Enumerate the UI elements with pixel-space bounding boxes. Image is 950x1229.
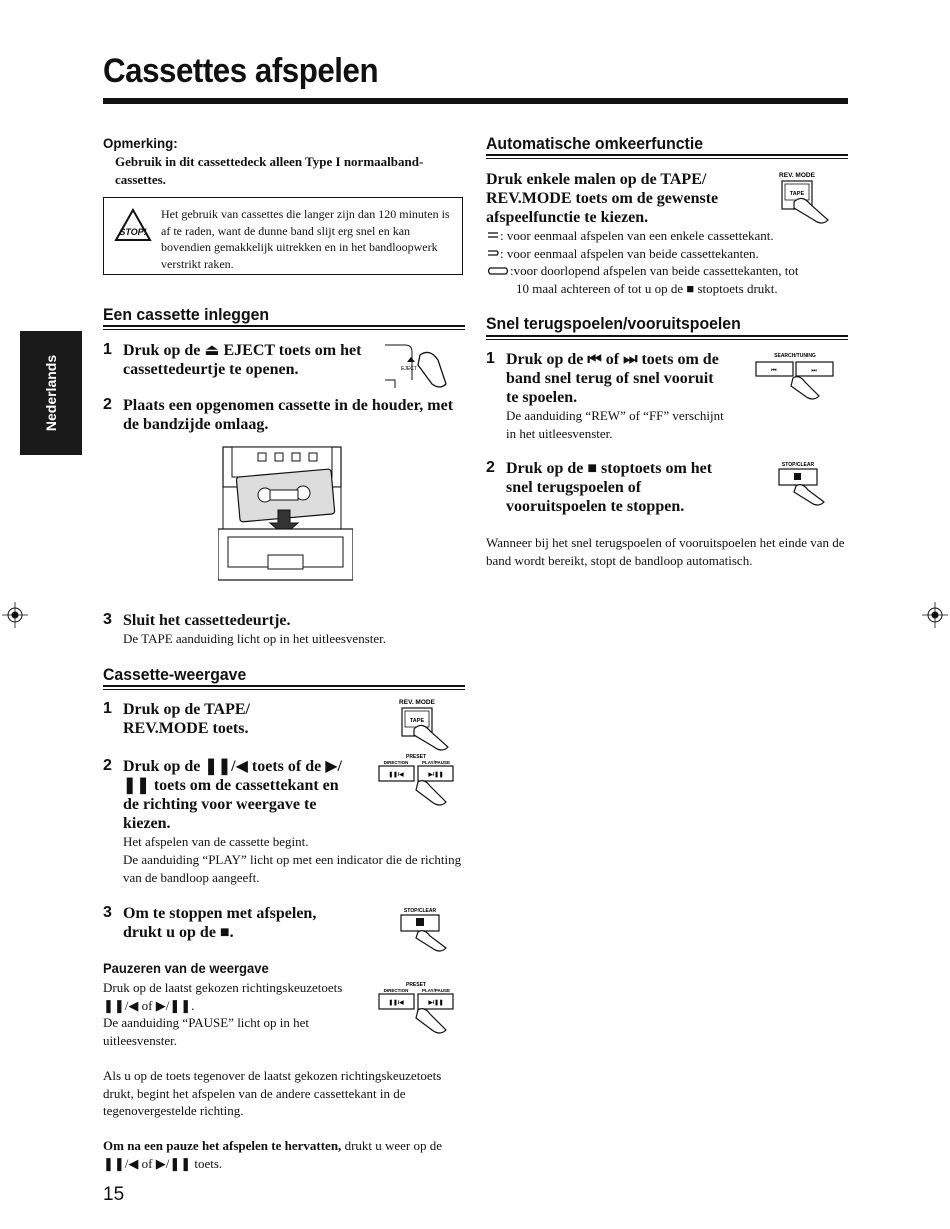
direction-play-pause-figure (376, 980, 456, 1036)
warning-box (103, 197, 463, 275)
note-text: Gebruik in dit cassettedeck alleen Type I normaalband-cassettes. (115, 154, 424, 187)
step-text: Druk op de ⏮ of ⏭ toets om de band snel terug of snel vooruit te spoelen. (506, 351, 719, 406)
svg-text:SEARCH/TUNING: SEARCH/TUNING (774, 353, 816, 359)
svg-text:STOP/CLEAR: STOP/CLEAR (403, 908, 437, 914)
heading-rule (486, 158, 848, 159)
step-number: 2 (486, 459, 495, 476)
svg-text:PLAY/PAUSE: PLAY/PAUSE (421, 988, 451, 993)
step-text: Druk op de ❚❚/◀ toets of de ▶/❚❚ toets om de cassettekant en de richting voor weergave te kiezen. (123, 758, 342, 832)
step-number: 3 (103, 904, 112, 921)
svg-text:▶/❚❚: ▶/❚❚ (428, 772, 444, 778)
warning-text: Het gebruik van cassettes die langer zijn dan 120 minuten is af te raden, want de dunne band slijt erg snel en kan bovendien gemakkelijk uitrekken en in het bandloopwerk verstrikt raken. (161, 207, 450, 271)
reverse-instruction: Druk enkele malen op de TAPE/ REV.MODE toets om de gewenste afspeelfunctie te kiezen. (486, 171, 719, 226)
eject-button-figure (380, 340, 450, 390)
both-sides-mode-icon (486, 248, 500, 258)
resume-bold: Om na een pauze het afspelen te hervatten, (103, 1138, 342, 1153)
svg-text:❚❚/◀: ❚❚/◀ (388, 772, 404, 778)
registration-mark-icon (922, 602, 948, 628)
step-text: Om te stoppen met afspelen, drukt u op de ■. (123, 905, 317, 941)
step-text: Druk op de ⏏ EJECT toets om het cassettedeurtje te openen. (123, 342, 362, 378)
tape-button-figure (778, 170, 840, 224)
step-subtext: De aanduiding “REW” of “FF” verschijnt in het uitleesvenster. (506, 408, 724, 441)
stop-clear-button-figure (396, 906, 452, 954)
svg-text:▶/❚❚: ▶/❚❚ (428, 1000, 444, 1006)
svg-text:❚❚/◀: ❚❚/◀ (388, 1000, 404, 1006)
svg-text:TAPE: TAPE (789, 191, 805, 197)
svg-text:PRESET: PRESET (405, 754, 427, 760)
svg-text:REV. MODE: REV. MODE (399, 699, 435, 706)
step-number: 1 (103, 341, 112, 358)
pause-text: Druk op de laatst gekozen richtingskeuzetoets ❚❚/◀ of ▶/❚❚. (103, 980, 343, 1013)
step-number: 1 (103, 700, 112, 717)
svg-text:PRESET: PRESET (405, 982, 427, 988)
svg-text:EJECT: EJECT (401, 366, 417, 372)
pause-heading: Pauzeren van de weergave (103, 960, 269, 976)
page-number: 15 (103, 1184, 125, 1205)
stop-clear-button-figure (776, 460, 832, 508)
page-title: Cassettes afspelen (103, 52, 379, 90)
side-tab-label: Nederlands (43, 354, 59, 432)
svg-text:STOP/CLEAR: STOP/CLEAR (781, 462, 815, 468)
resume-text (103, 1137, 463, 1172)
heading-rule (486, 339, 848, 340)
heading-playback: Cassette-weergave (103, 665, 247, 684)
step-number: 1 (486, 350, 495, 367)
cassette-deck-illustration (218, 445, 353, 582)
heading-search: Snel terugspoelen/vooruitspoelen (486, 314, 741, 333)
step-number: 2 (103, 757, 112, 774)
mode-option: 10 maal achtereen of tot u op de ■ stoptoets drukt. (516, 281, 778, 296)
tape-button-figure (392, 697, 454, 751)
svg-text:STOP!: STOP! (119, 227, 147, 237)
heading-auto-reverse: Automatische omkeerfunctie (486, 134, 704, 153)
svg-text:⏮: ⏮ (771, 367, 777, 374)
svg-text:PLAY/PAUSE: PLAY/PAUSE (421, 760, 451, 765)
mode-option: :voor doorlopend afspelen van beide cassettekanten, tot (510, 263, 799, 278)
heading-rule (103, 329, 465, 330)
title-rule (103, 98, 848, 104)
svg-text:⏭: ⏭ (811, 367, 817, 374)
step-subtext: De aanduiding “PLAY” licht op met een indicator die de richting van de bandloop aangeeft. (123, 852, 462, 885)
step-subtext: De TAPE aanduiding licht op in het uitleesvenster. (123, 631, 387, 646)
heading-rule (103, 325, 465, 327)
language-side-tab (20, 331, 82, 455)
pause-text: Als u op de toets tegenover de laatst gekozen richtingskeuzetoets drukt, begint het afspelen van de andere cassettekant in de tegenovergestelde richting. (103, 1068, 442, 1118)
step-number: 3 (103, 611, 112, 628)
heading-rule (486, 335, 848, 337)
mode-option: : voor eenmaal afspelen van een enkele cassettekant. (500, 228, 774, 243)
resume-rest: drukt u weer op de ❚❚/◀ of ▶/❚❚ toets. (103, 1138, 443, 1171)
step-text: Druk op de TAPE/ REV.MODE toets. (123, 701, 250, 737)
svg-text:TAPE: TAPE (409, 718, 425, 724)
search-tuning-buttons-figure (753, 350, 837, 406)
svg-text:REV. MODE: REV. MODE (779, 172, 815, 179)
stop-warning-icon (114, 208, 152, 242)
pause-text: De aanduiding “PAUSE” licht op in het uitleesvenster. (103, 1015, 310, 1048)
heading-rule (103, 685, 465, 687)
registration-mark-icon (2, 602, 28, 628)
step-text: Druk op de ■ stoptoets om het snel terugspoelen of vooruitspoelen te stoppen. (506, 460, 713, 515)
direction-play-pause-figure (376, 752, 456, 808)
step-text: Sluit het cassettedeurtje. (123, 612, 291, 629)
step-number: 2 (103, 396, 112, 413)
single-side-mode-icon (486, 230, 500, 240)
heading-insert: Een cassette inleggen (103, 305, 270, 324)
heading-rule (486, 154, 848, 156)
heading-rule (103, 689, 465, 690)
svg-text:DIRECTION: DIRECTION (383, 760, 409, 765)
continuous-mode-icon (486, 266, 510, 276)
note-label: Opmerking: (103, 135, 178, 151)
step-subtext: Het afspelen van de cassette begint. (123, 834, 309, 849)
mode-option: : voor eenmaal afspelen van beide cassettekanten. (500, 246, 759, 261)
search-note: Wanneer bij het snel terugspoelen of vooruitspoelen het einde van de band wordt bereikt, stopt de bandloop automatisch. (486, 535, 845, 568)
step-text: Plaats een opgenomen cassette in de houder, met de bandzijde omlaag. (123, 397, 454, 433)
svg-text:DIRECTION: DIRECTION (383, 988, 409, 993)
